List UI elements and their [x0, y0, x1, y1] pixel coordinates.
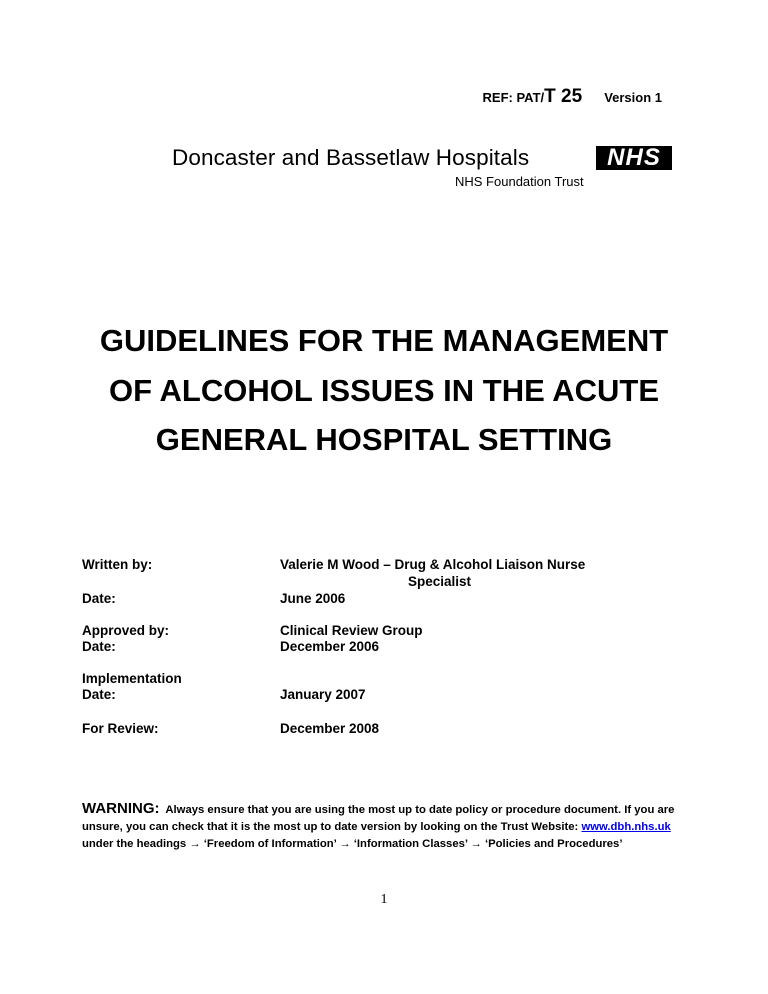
implementation-date-value: January 2007	[280, 687, 366, 702]
approval-date-value: December 2006	[280, 639, 380, 654]
approved-by-value: Clinical Review Group	[280, 623, 423, 638]
date-label: Date:	[82, 591, 116, 606]
ref-number: T 25	[544, 86, 583, 107]
document-reference	[483, 86, 662, 108]
approval-date-label: Date:	[82, 639, 116, 654]
written-by-label: Written by:	[82, 557, 153, 572]
implementation-label: Implementation	[82, 671, 182, 686]
warning-notice	[82, 800, 702, 853]
warning-text: Always ensure that you are using the most up to date policy or procedure document. If you are unsure, you can check that it is the most up to date version by looking on the Trust Website:	[82, 804, 675, 833]
page-number: 1	[380, 892, 388, 907]
nhs-logo-badge: NHS	[596, 146, 672, 170]
title-line: OF ALCOHOL ISSUES IN THE ACUTE	[109, 372, 659, 408]
title-line: GENERAL HOSPITAL SETTING	[155, 422, 613, 457]
version-label: Version 1	[604, 90, 662, 105]
implementation-date-label: Date:	[82, 687, 116, 702]
ref-prefix: REF: PAT/	[482, 90, 545, 105]
written-by-value-cont: Specialist	[408, 574, 472, 589]
warning-heading: WARNING:	[82, 800, 160, 817]
organisation-logo-text: Doncaster and Bassetlaw Hospitals	[172, 145, 530, 170]
review-label: For Review:	[82, 721, 159, 736]
title-line: GUIDELINES FOR THE MANAGEMENT	[99, 323, 669, 358]
trust-website-link[interactable]: www.dbh.nhs.uk	[581, 821, 671, 833]
document-title	[60, 316, 708, 465]
date-value: June 2006	[280, 591, 346, 606]
organisation-subtitle: NHS Foundation Trust	[455, 174, 584, 189]
written-by-value: Valerie M Wood – Drug & Alcohol Liaison Nurse	[280, 557, 586, 572]
review-value: December 2008	[280, 721, 380, 736]
warning-text-cont: under the headings → ‘Freedom of Information’ → ‘Information Classes’ → ‘Policies and Procedures’	[82, 838, 623, 850]
approved-by-label: Approved by:	[82, 623, 170, 638]
